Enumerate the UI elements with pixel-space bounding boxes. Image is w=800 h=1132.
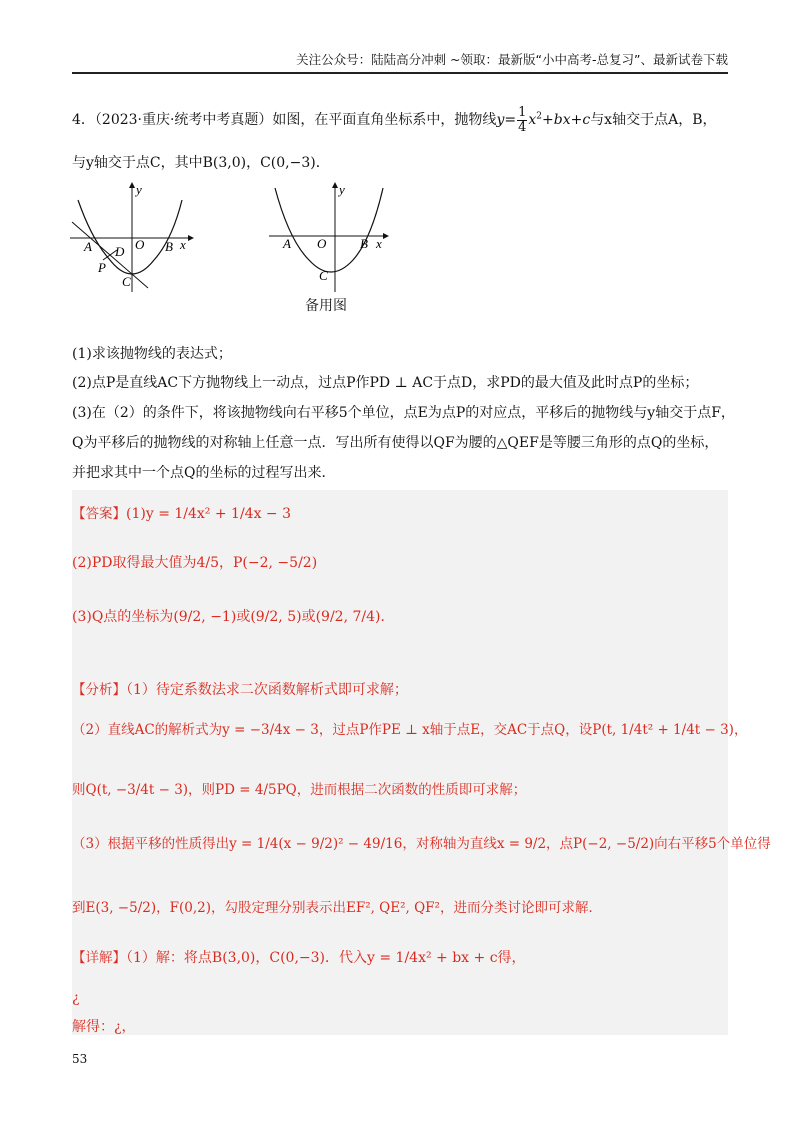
problem-intro-1a: 4．（2023·重庆·统考中考真题）如图，在平面直角坐标系中，抛物线: [72, 112, 497, 129]
analysis-line-2: （2）直线AC的解析式为y = −3/4x − 3，过点P作PE ⊥ x轴于点E，交AC于点Q，设P(t, 1/4t² + 1/4t − 3)，: [72, 722, 748, 738]
question-3-line-1: (3)在（2）的条件下，将该抛物线向右平移5个单位，点E为点P的对应点，平移后的抛物线与y轴交于点F，: [72, 405, 735, 421]
figure-caption: 备用图: [305, 298, 347, 314]
detail-1: （1）解：将点B(3,0)，C(0,−3)．代入y = 1/4x² + bx + c得，: [126, 950, 526, 966]
backup-figure: [265, 180, 395, 295]
backup-label-A: A: [283, 236, 291, 251]
fig-label-P: P: [98, 260, 106, 275]
answer-3-or-1: 或: [236, 609, 251, 625]
answer-1: (1)y = 1/4x² + 1/4x − 3: [126, 506, 292, 522]
fig-label-B: B: [165, 239, 173, 254]
problem-intro-line-1: 4．（2023·重庆·统考中考真题）如图，在平面直角坐标系中，抛物线y= $\frac{1}{4}$ $x^2+bx+c$与x轴交于点A，B，: [72, 105, 717, 135]
answer-3-val-3: (9/2, 7/4): [315, 609, 381, 625]
fig-label-x: x: [180, 237, 186, 252]
analysis-1: （1）待定系数法求二次函数解析式即可求解；: [126, 682, 408, 698]
analysis-line-3: 则Q(t, −3/4t − 3)，则PD = 4/5PQ，进而根据二次函数的性质即可求解；: [72, 782, 527, 798]
fig-label-D: D: [115, 244, 125, 259]
answer-line-3: (3)Q点的坐标为(9/2, −1)或(9/2, 5)或(9/2, 7/4)．: [72, 609, 395, 625]
answer-3-or-2: 或: [301, 609, 316, 625]
analysis-line-4: （3）根据平移的性质得出y = 1/4(x − 9/2)² − 49/16，对称轴为直线x = 9/2，点P(−2, −5/2)向右平移5个单位得: [72, 836, 771, 852]
detail-line-3: 解得：¿，: [72, 1019, 136, 1035]
fig-label-y: y: [136, 182, 142, 197]
main-figure: [70, 180, 200, 295]
question-3-line-3: 并把求其中一个点Q的坐标的过程写出来．: [72, 465, 336, 481]
backup-label-B: B: [360, 236, 368, 251]
question-2: (2)点P是直线AC下方抛物线上一动点，过点P作PD ⊥ AC于点D，求PD的最大值及此时点P的坐标；: [72, 375, 699, 391]
answer-line-2: [72, 552, 728, 572]
detail-line-2: ¿: [72, 990, 80, 1006]
analysis-line-1: [72, 678, 728, 699]
fig-label-A: A: [84, 239, 92, 254]
answer-line-1: [72, 502, 728, 522]
question-3-line-2: Q为平移后的抛物线的对称轴上任意一点．写出所有使得以QF为腰的△QEF是等腰三角形的点Q的坐标，: [72, 435, 719, 451]
question-1: (1)求该抛物线的表达式；: [72, 346, 232, 362]
header-text: 关注公众号：陆陆高分冲刺 ~领取：最新版“小中高考-总复习”、最新试卷下载: [296, 52, 728, 67]
detail-line-1: [72, 946, 728, 967]
answer-3-val-1: (9/2, −1): [173, 609, 237, 625]
answer-3-pre: (3)Q点的坐标为: [72, 609, 174, 625]
answer-tag: 【答案】: [72, 506, 126, 522]
analysis-tag: 【分析】: [72, 682, 126, 698]
backup-label-x: x: [376, 236, 382, 251]
answer-2-pre: (2)PD取得最大值为: [72, 555, 197, 571]
answer-2-frac: 4/5: [196, 555, 220, 571]
analysis-line-5: 到E(3, −5/2)，F(0,2)，勾股定理分别表示出EF², QE², QF²，进而分类讨论即可求解．: [72, 900, 602, 916]
backup-label-C: C: [319, 268, 328, 283]
backup-label-O: O: [317, 236, 327, 251]
answer-3-val-2: (9/2, 5): [250, 609, 302, 625]
backup-label-y: y: [339, 182, 345, 197]
detail-tag: 【详解】: [72, 950, 126, 966]
fig-label-O: O: [135, 237, 145, 252]
problem-intro-1b: 与x轴交于点A，B，: [590, 112, 717, 129]
problem-intro-line-2: 与y轴交于点C，其中B(3,0)，C(0,−3)．: [72, 155, 330, 171]
page-header: [72, 50, 728, 74]
fig-label-C: C: [122, 274, 131, 289]
page-number: 53: [72, 1052, 88, 1066]
answer-2-post: ，P(−2, −5/2): [219, 555, 318, 571]
